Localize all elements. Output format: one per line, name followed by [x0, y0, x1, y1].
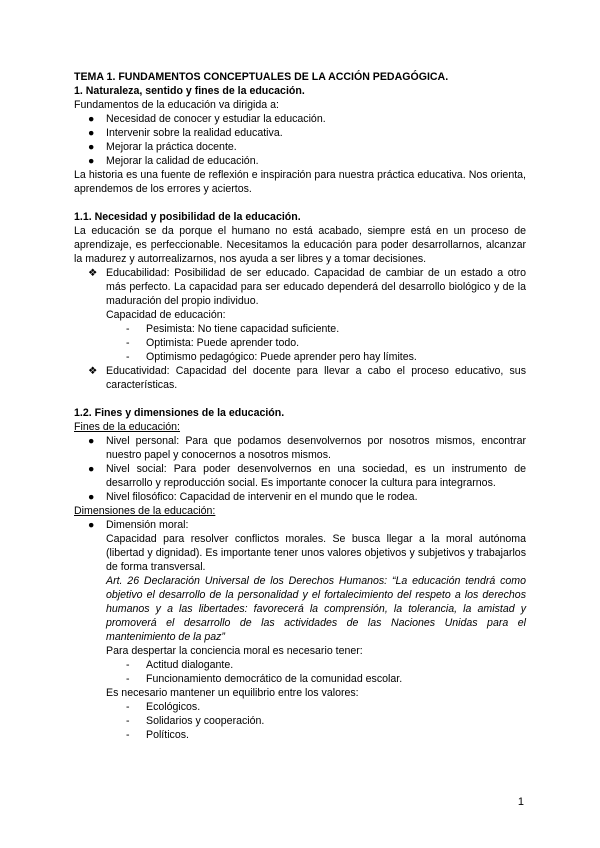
dash-bullet-icon: - [126, 673, 130, 685]
bullet-icon: ● [88, 155, 95, 167]
bullet-icon: ● [88, 127, 95, 139]
bullet-icon: ● [88, 435, 95, 447]
section-1-heading: 1. Naturaleza, sentido y fines de la educación. [74, 85, 305, 97]
page-number: 1 [517, 796, 524, 808]
dash-bullet-icon: - [126, 715, 130, 727]
equilibrio-label: Es necesario mantener un equilibrio entre los valores: [106, 687, 359, 699]
section-1-closing: La historia es una fuente de reflexión e inspiración para nuestra práctica educativa. Nos orienta, aprendemos de los errores y aciertos. [74, 169, 526, 195]
list-item: ● Mejorar la práctica docente. [88, 141, 237, 153]
section-1-2-heading: 1.2. Fines y dimensiones de la educación. [74, 407, 285, 419]
list-item: ● Nivel personal: Para que podamos desenvolvernos por nosotros mismos, encontrar nuestro papel y conocernos a nosotros mismos. [88, 435, 526, 461]
dash-bullet-icon: - [126, 701, 130, 713]
dash-bullet-icon: - [126, 323, 130, 335]
list-item: ● Intervenir sobre la realidad educativa. [88, 127, 283, 139]
list-item: ● Necesidad de conocer y estudiar la educación. [88, 113, 326, 125]
list-item: ● Nivel social: Para poder desenvolvernos en una sociedad, es un instrumento de desarrollo y reproducción social. Es importante conocer la cultura para integrarnos. [88, 463, 526, 489]
list-item: - Ecológicos. [126, 701, 201, 713]
diamond-bullet-icon: ❖ [88, 267, 98, 279]
moral-text: Capacidad para resolver conflictos morales. Se busca llegar a la moral autónoma (libertad y dignidad). Es importante tener unos valores objetivos y subjetivos y trabajarlos de forma transversal. [106, 533, 526, 573]
list-item: - Optimista: Puede aprender todo. [126, 337, 300, 349]
diamond-bullet-icon: ❖ [88, 365, 98, 377]
capacidad-label: Capacidad de educación: [106, 309, 226, 321]
list-item: - Funcionamiento democrático de la comunidad escolar. [126, 673, 403, 685]
list-item: - Políticos. [126, 729, 189, 741]
fines-label: Fines de la educación: [74, 421, 181, 433]
bullet-icon: ● [88, 491, 95, 503]
conciencia-label: Para despertar la conciencia moral es necesario tener: [106, 645, 363, 657]
bullet-icon: ● [88, 519, 95, 531]
dash-bullet-icon: - [126, 351, 130, 363]
human-rights-quote: Art. 26 Declaración Universal de los Derechos Humanos: “La educación tendrá como objetivo el desarrollo de la personalidad y el fortalecimiento del respeto a los derechos humanos y a las libertades: favorecerá la comprensión, la tolerancia, la amistad y promoverá el desarrollo de las actividades de las Naciones Unidas para el mantenimiento de la paz” [106, 575, 526, 643]
list-item: - Pesimista: No tiene capacidad suficiente. [126, 323, 340, 335]
list-item: - Optimismo pedagógico: Puede aprender pero hay límites. [126, 351, 417, 363]
list-item: ● Mejorar la calidad de educación. [88, 155, 259, 167]
section-1-intro: Fundamentos de la educación va dirigida a: [74, 99, 279, 111]
document-title: TEMA 1. FUNDAMENTOS CONCEPTUALES DE LA ACCIÓN PEDAGÓGICA. [74, 71, 449, 83]
list-item: ❖ Educatividad: Capacidad del docente para llevar a cabo el proceso educativo, sus características. [88, 365, 526, 391]
list-item: ● Nivel filosófico: Capacidad de intervenir en el mundo que le rodea. [88, 491, 418, 503]
list-item: ● Dimensión moral: [88, 519, 189, 531]
dash-bullet-icon: - [126, 729, 130, 741]
section-1-1-paragraph: La educación se da porque el humano no está acabado, siempre está en un proceso de aprendizaje, es perfeccionable. Necesitamos la educación para poder desarrollarnos, alcanzar la madurez y autorrealizarnos, nos ayuda a ser libres y a tomar decisiones. [74, 225, 526, 265]
document-page [74, 70, 526, 742]
dash-bullet-icon: - [126, 659, 130, 671]
list-item: ❖ Educabilidad: Posibilidad de ser educado. Capacidad de cambiar de un estado a otro más perfecto. La capacidad para ser educado dependerá del desarrollo biológico y de la maduración del propio individuo. [88, 267, 526, 307]
list-item: - Solidarios y cooperación. [126, 715, 265, 727]
dimensiones-label: Dimensiones de la educación: [74, 505, 216, 517]
section-1-1-heading: 1.1. Necesidad y posibilidad de la educación. [74, 211, 301, 223]
bullet-icon: ● [88, 113, 95, 125]
dash-bullet-icon: - [126, 337, 130, 349]
list-item: - Actitud dialogante. [126, 659, 234, 671]
bullet-icon: ● [88, 141, 95, 153]
bullet-icon: ● [88, 463, 95, 475]
